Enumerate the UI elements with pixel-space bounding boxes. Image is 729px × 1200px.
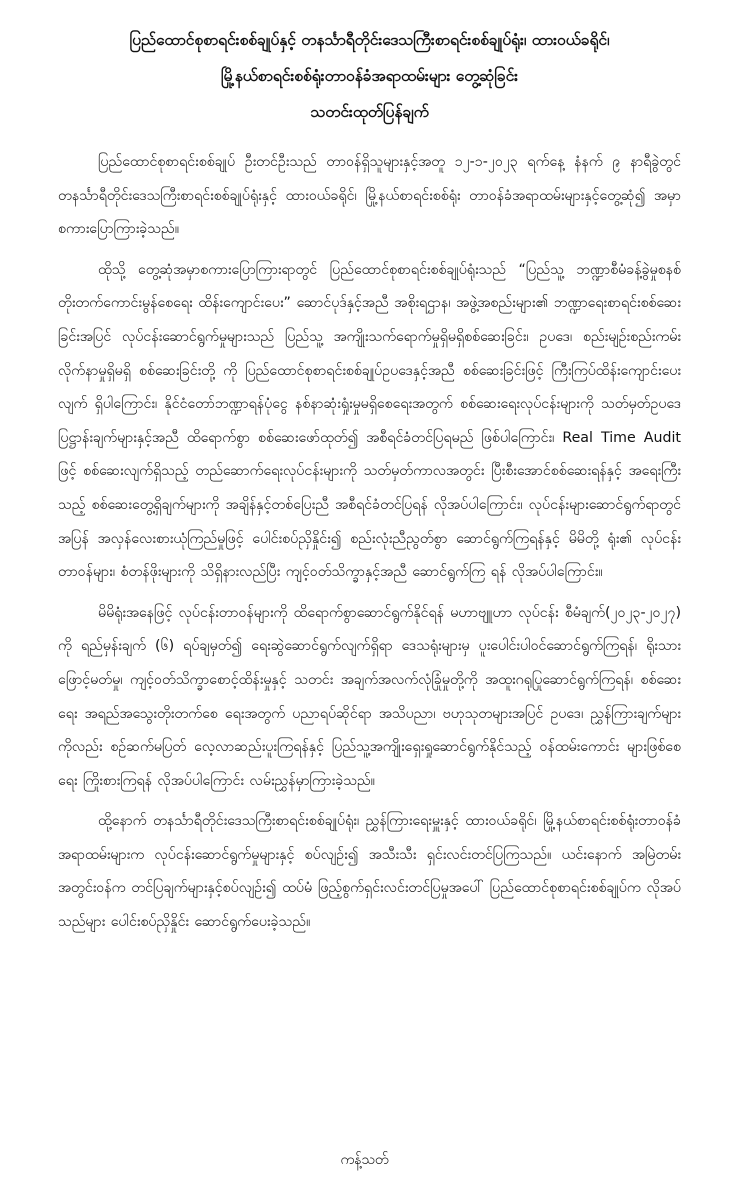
paragraph-4: ထို့နောက် တနင်္သာရီတိုင်းဒေသကြီးစာရင်းစစ်ချုပ်ရုံး၊ ညွှန်ကြားရေးမှူးနှင့် ထားဝယ်ခရိုင်၊ မြို့နယ်စာရင်းစစ်ရုံးတာဝန်ခံအရာထမ်းများက လုပ်ငန်းဆောင်ရွက်မှုများနှင့် စပ်လျဉ်း၍ အသီးသီး ရှင်းလင်းတင်ပြကြသည်။ ယင်းနောက် အမြဲတမ်းအတွင်းဝန်က တင်ပြချက်များနှင့်စပ်လျဉ်း၍ ထပ်မံ ဖြည့်စွက်ရှင်းလင်းတင်ပြမှုအပေါ် ပြည်ထောင်စုစာရင်းစစ်ချုပ်က လိုအပ်သည်များ ပေါင်းစပ်ညှိနှိုင်း ဆောင်ရွက်ပေးခဲ့သည်။ [58, 813, 681, 931]
paragraph-3: မိမိရုံးအနေဖြင့် လုပ်ငန်းတာဝန်များကို ထိရောက်စွာဆောင်ရွက်နိုင်ရန် မဟာဗျူဟာ လုပ်ငန်း စီမံချက်(၂၀၂၃-၂၀၂၇) ကို ရည်မှန်းချက် (၆) ရပ်ချမှတ်၍ ရေးဆွဲဆောင်ရွက်လျက်ရှိရာ ဒေသရုံးများမှ ပူးပေါင်းပါဝင်ဆောင်ရွက်ကြရန်၊ ရိုးသားဖြောင့်မတ်မှု၊ ကျင့်ဝတ်သိက္ခာစောင့်ထိန်းမှုနှင့် သတင်း အချက်အလက်လုံခြုံမှုတို့ကို အထူးဂရုပြုဆောင်ရွက်ကြရန်၊ စစ်ဆေးရေး အရည်အသွေးတိုးတက်စေ ရေးအတွက် ပညာရပ်ဆိုင်ရာ အသိပညာ၊ ဗဟုသုတများအပြင် ဥပဒေ၊ ညွှန်ကြားချက်များကိုလည်း စဉ်ဆက်မပြတ် လေ့လာဆည်းပူးကြရန်နှင့် ပြည်သူ့အကျိုးရှေးရှုဆောင်ရွက်နိုင်သည့် ဝန်ထမ်းကောင်း များဖြစ်စေရေး ကြိုးစားကြရန် လိုအပ်ပါကြောင်း လမ်းညွှန်မှာကြားခဲ့သည်။ [58, 604, 681, 789]
document-body [58, 146, 681, 940]
paragraph-1: ပြည်ထောင်စုစာရင်းစစ်ချုပ် ဦးတင်ဦးသည် တာဝန်ရှိသူများနှင့်အတူ ၁၂-၁-၂၀၂၃ ရက်နေ့ နံနက် ၉ နာရီခွဲတွင် တနင်္သာရီတိုင်းဒေသကြီးစာရင်းစစ်ချုပ်ရုံးနှင့် ထားဝယ်ခရိုင်၊ မြို့နယ်စာရင်းစစ်ရုံး တာဝန်ခံအရာထမ်းများနှင့်တွေ့ဆုံ၍ အမှာစကားပြောကြားခဲ့သည်။ [58, 154, 681, 238]
document-header [58, 22, 681, 130]
classification-footer: ကန့်သတ် [340, 1152, 389, 1168]
title-line-3: သတင်းထုတ်ပြန်ချက် [310, 103, 429, 121]
title-line-2: မြို့နယ်စာရင်းစစ်ရုံးတာဝန်ခံအရာထမ်းများ တွေ့ဆုံခြင်း [220, 67, 519, 85]
paragraph-2: ထိုသို့ တွေ့ဆုံအမှာစကားပြောကြားရာတွင် ပြည်ထောင်စုစာရင်းစစ်ချုပ်ရုံးသည် “ပြည်သူ့ ဘဏ္ဍာစီမံခန့်ခွဲမှုစနစ် တိုးတက်ကောင်းမွန်စေရေး ထိန်းကျောင်းပေး” ဆောင်ပုဒ်နှင့်အညီ အစိုးရဌာန၊ အဖွဲ့အစည်းများ၏ ဘဏ္ဍာရေးစာရင်းစစ်ဆေးခြင်းအပြင် လုပ်ငန်းဆောင်ရွက်မှုများသည် ပြည်သူ့ အကျိုးသက်ရောက်မှုရှိမရှိစစ်ဆေးခြင်း၊ ဥပဒေ၊ စည်းမျဉ်းစည်းကမ်း လိုက်နာမှုရှိမရှိ စစ်ဆေးခြင်းတို့ ကို ပြည်ထောင်စုစာရင်းစစ်ချုပ်ဥပဒေနှင့်အညီ စစ်ဆေးခြင်းဖြင့် ကြီးကြပ်ထိန်းကျောင်းပေးလျက် ရှိပါကြောင်း၊ နိုင်ငံတော်ဘဏ္ဍာရန်ပုံငွေ နစ်နာဆုံးရှုံးမှုမရှိစေရေးအတွက် စစ်ဆေးရေးလုပ်ငန်းများကို သတ်မှတ်ဥပဒေပြဋ္ဌာန်းချက်များနှင့်အညီ ထိရောက်စွာ စစ်ဆေးဖော်ထုတ်၍ အစီရင်ခံတင်ပြရမည် ဖြစ်ပါကြောင်း၊ Real Time Audit ဖြင့် စစ်ဆေးလျက်ရှိသည့် တည်ဆောက်ရေးလုပ်ငန်းများကို သတ်မှတ်ကာလအတွင်း ပြီးစီးအောင်စစ်ဆေးရန်နှင့် အရေးကြီးသည့် စစ်ဆေးတွေ့ရှိချက်များကို အချိန်နှင့်တစ်ပြေးညီ အစီရင်ခံတင်ပြရန် လိုအပ်ပါကြောင်း၊ လုပ်ငန်းများဆောင်ရွက်ရာတွင် အပြန် အလှန်လေးစားယုံကြည်မှုဖြင့် ပေါင်းစပ်ညှိနှိုင်း၍ စည်းလုံးညီညွတ်စွာ ဆောင်ရွက်ကြရန်နှင့် မိမိတို့ ရုံး၏ လုပ်ငန်းတာဝန်များ၊ စံတန်ဖိုးများကို သိရှိနားလည်ပြီး ကျင့်ဝတ်သိက္ခာနှင့်အညီ ဆောင်ရွက်ကြ ရန် လိုအပ်ပါကြောင်း။ [58, 261, 681, 581]
title-line-1: ပြည်ထောင်စုစာရင်းစစ်ချုပ်နှင့် တနင်္သာရီတိုင်းဒေသကြီးစာရင်းစစ်ချုပ်ရုံး၊ ထားဝယ်ခရိုင်၊ [129, 31, 610, 49]
